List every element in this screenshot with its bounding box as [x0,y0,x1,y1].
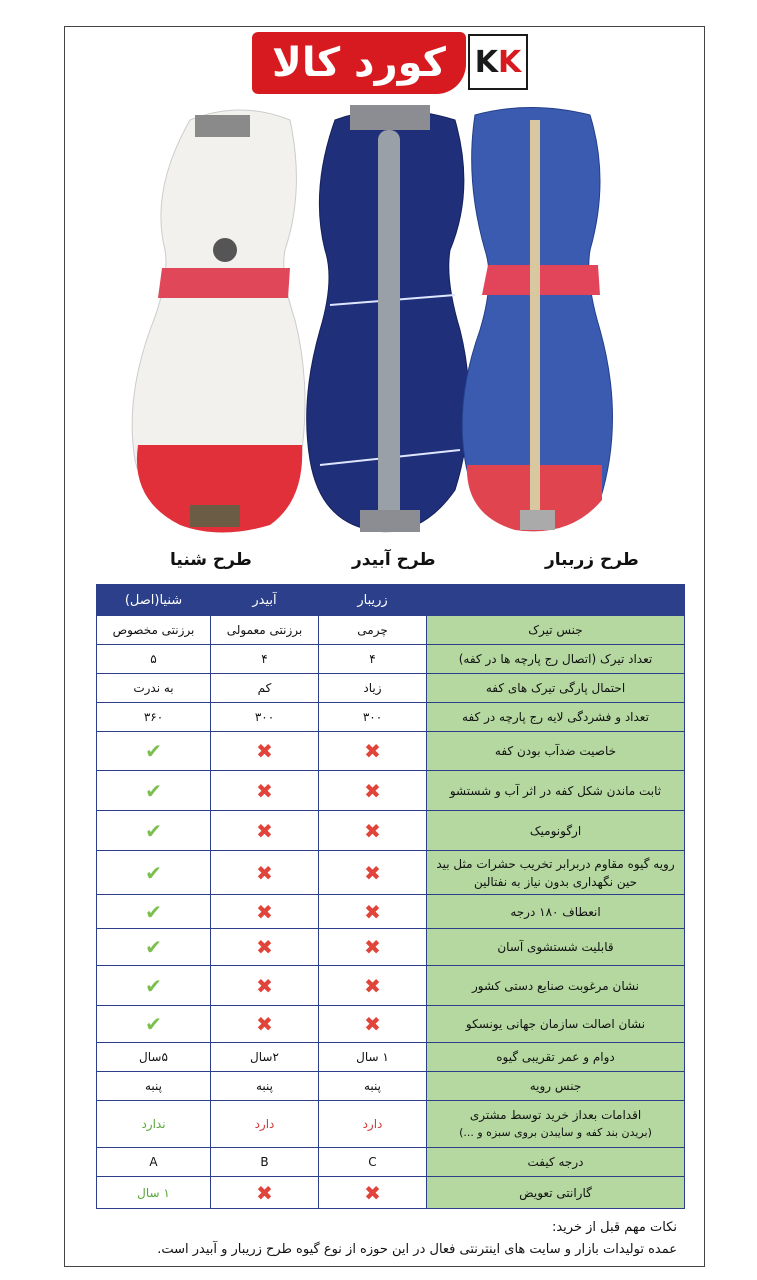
table-row [97,895,685,929]
value-cell-abidar [211,1043,319,1072]
value-cell-abidar [211,771,319,811]
feature-label: انعطاف ۱۸۰ درجه [510,904,601,919]
value-text: به ندرت [133,681,174,695]
value-cell-shenia [97,929,211,966]
value-text: ۳۶۰ [143,710,164,724]
cross-icon: ✖ [256,818,273,843]
value-cell-zaribar [319,616,427,645]
value-cell-zaribar [319,732,427,771]
feature-cell [427,1101,685,1148]
value-cell-shenia [97,1072,211,1101]
value-text: دارد [362,1117,383,1131]
value-cell-abidar [211,966,319,1006]
feature-cell [427,851,685,895]
value-cell-shenia [97,703,211,732]
feature-label: ثابت ماندن شکل کفه در اثر آب و شستشو [449,783,662,798]
cross-icon: ✖ [364,778,381,803]
table-row [97,1006,685,1043]
value-cell-abidar [211,1148,319,1177]
value-cell-shenia [97,674,211,703]
zaribar-sole [462,108,612,532]
value-cell-zaribar [319,1177,427,1209]
value-cell-abidar [211,929,319,966]
value-cell-zaribar [319,1072,427,1101]
check-icon: ✔ [145,1012,162,1036]
table-row [97,1177,685,1209]
value-cell-abidar [211,851,319,895]
value-cell-shenia [97,1101,211,1148]
notes-title: نکات مهم قبل از خرید: [551,1220,677,1235]
value-cell-zaribar [319,1043,427,1072]
brand-logo [252,32,530,94]
check-icon: ✔ [145,935,162,959]
value-text: ۱ سال [356,1050,389,1064]
value-text: ندارد [141,1117,166,1131]
feature-label: گارانتی تعویض [519,1185,592,1200]
value-cell-zaribar [319,811,427,851]
value-text: B [260,1155,269,1169]
check-icon: ✔ [145,860,162,885]
value-cell-shenia [97,1148,211,1177]
value-cell-zaribar [319,1006,427,1043]
cross-icon: ✖ [364,1012,381,1036]
table-row [97,1072,685,1101]
cross-icon: ✖ [364,899,381,924]
feature-label: نشان مرغوبت صنایع دستی کشور [471,978,640,993]
value-cell-zaribar [319,703,427,732]
feature-label: جنس رویه [529,1079,582,1093]
cross-icon: ✖ [256,973,273,998]
value-cell-abidar [211,1072,319,1101]
value-cell-shenia [97,1177,211,1209]
cross-icon: ✖ [256,1180,273,1205]
value-text: کم [257,681,272,695]
feature-label: قابلیت شستشوی آسان [497,940,614,954]
logo-mark [468,34,528,90]
abidar-sole [307,105,469,532]
value-text: برزنتی مخصوص [112,623,195,637]
value-cell-abidar [211,645,319,674]
label-abidar: طرح آبیدر [352,550,436,570]
feature-cell [427,616,685,645]
feature-cell [427,811,685,851]
value-cell-zaribar [319,645,427,674]
value-cell-zaribar [319,966,427,1006]
feature-label: خاصیت ضدآب بودن کفه [494,744,617,758]
table-row [97,616,685,645]
feature-cell [427,895,685,929]
value-cell-zaribar [319,674,427,703]
value-cell-shenia [97,1006,211,1043]
value-text: ۵سال [139,1050,168,1064]
value-cell-abidar [211,616,319,645]
cross-icon: ✖ [364,973,381,998]
value-text: ۴ [369,652,376,666]
value-text: A [149,1155,158,1169]
feature-cell [427,771,685,811]
cross-icon: ✖ [364,739,381,763]
value-text: ۲سال [250,1050,279,1064]
cross-icon: ✖ [256,739,273,763]
value-text: ۱ سال [137,1185,170,1200]
feature-cell [427,1148,685,1177]
value-text: زیاد [363,681,382,695]
feature-label: نشان اصالت سازمان جهانی یونسکو [465,1017,646,1031]
table-header-row [97,585,685,616]
purchase-notes [77,1217,677,1261]
header-shenia: شنیا(اصل) [97,585,211,616]
logo-mark-left: K [474,44,498,80]
table-row [97,771,685,811]
feature-label: تعداد و فشردگی لایه رج پارچه در کفه [462,710,649,724]
header-zaribar: زریبار [319,585,427,616]
value-cell-abidar [211,895,319,929]
value-text: پنبه [144,1079,162,1093]
value-text: ۳۰۰ [362,710,383,724]
value-cell-zaribar [319,771,427,811]
value-cell-abidar [211,811,319,851]
cross-icon: ✖ [364,818,381,843]
value-cell-zaribar [319,851,427,895]
feature-cell [427,674,685,703]
value-cell-shenia [97,895,211,929]
table-row [97,966,685,1006]
value-cell-abidar [211,1177,319,1209]
feature-label: دوام و عمر تقریبی گیوه [496,1050,615,1064]
value-cell-shenia [97,1043,211,1072]
feature-cell [427,966,685,1006]
value-cell-abidar [211,1006,319,1043]
check-icon: ✔ [145,899,162,924]
cross-icon: ✖ [364,860,381,885]
cross-icon: ✖ [364,935,381,959]
table-row [97,674,685,703]
table-row [97,703,685,732]
value-text: چرمی [357,623,388,637]
table-row [97,1101,685,1148]
table-row [97,732,685,771]
cross-icon: ✖ [256,778,273,803]
value-text: ۴ [261,652,268,666]
feature-cell [427,1043,685,1072]
value-cell-shenia [97,616,211,645]
value-cell-zaribar [319,929,427,966]
feature-label: درجه کیفت [527,1155,584,1169]
cross-icon: ✖ [256,860,273,885]
header-feature [427,585,685,616]
value-cell-shenia [97,966,211,1006]
value-cell-zaribar [319,895,427,929]
notes-body: عمده تولیدات بازار و سایت های اینترنتی فعال در این حوزه از نوع گیوه طرح زریبار و آبیدر است. [157,1242,677,1257]
value-text: ۵ [150,652,157,666]
value-cell-abidar [211,1101,319,1148]
check-icon: ✔ [145,739,162,763]
cross-icon: ✖ [256,1012,273,1036]
value-cell-zaribar [319,1101,427,1148]
label-shenia: طرح شنیا [170,550,252,570]
value-text: برزنتی معمولی [226,623,303,637]
feature-label: احتمال پارگی تیرک های کفه [485,681,626,695]
check-icon: ✔ [145,818,162,843]
value-text: پنبه [363,1079,381,1093]
feature-cell [427,1006,685,1043]
table-row [97,1043,685,1072]
feature-cell [427,1177,685,1209]
value-cell-abidar [211,703,319,732]
table-row [97,929,685,966]
check-icon: ✔ [145,778,162,803]
value-cell-shenia [97,811,211,851]
value-cell-zaribar [319,1148,427,1177]
table-row [97,811,685,851]
header-abidar: آبیدر [211,585,319,616]
logo-mark-right: K [498,44,522,80]
value-cell-shenia [97,851,211,895]
value-cell-shenia [97,732,211,771]
check-icon: ✔ [145,973,162,998]
value-cell-shenia [97,771,211,811]
feature-label: تعداد تیرک (اتصال رج پارچه ها در کفه) [458,652,653,666]
cross-icon: ✖ [256,899,273,924]
value-cell-shenia [97,645,211,674]
giveh-soles-photo [120,100,650,540]
feature-sublabel: (بریدن بند کفه و سایبدن بروی سبزه و ...) [459,1126,652,1139]
shenia-sole [132,110,305,533]
feature-cell [427,645,685,674]
feature-label: رویه گیوه مقاوم دربرابر تخریب حشرات مثل بید حین نگهداری بدون نیاز به نفتالین [436,856,675,889]
feature-label: اقدامات بعداز خرید توسط مشتری [469,1108,642,1122]
comparison-table [96,584,685,1209]
feature-cell [427,1072,685,1101]
value-cell-abidar [211,674,319,703]
table-row [97,1148,685,1177]
feature-cell [427,703,685,732]
cross-icon: ✖ [256,935,273,959]
value-text: C [368,1155,377,1169]
value-text: پنبه [255,1079,273,1093]
value-cell-abidar [211,732,319,771]
cross-icon: ✖ [364,1180,381,1205]
logo-wordmark: کورد کالا [252,32,466,94]
feature-label: جنس تیرک [528,623,583,637]
value-text: ۳۰۰ [254,710,275,724]
feature-cell [427,732,685,771]
feature-label: ارگونومیک [529,823,582,838]
feature-cell [427,929,685,966]
value-text: دارد [254,1117,275,1131]
table-row [97,851,685,895]
label-zaribar: طرح زرببار [545,550,639,570]
table-row [97,645,685,674]
